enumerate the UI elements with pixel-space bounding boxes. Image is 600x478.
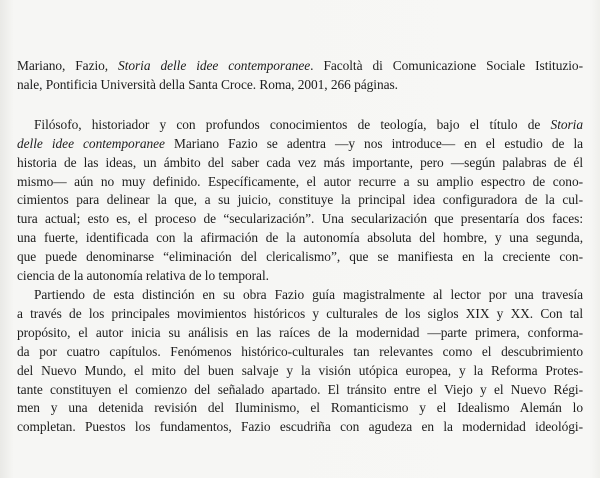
text-run: Filósofo, historiador y con profundos conocimientos de teología, bajo el título de [34, 116, 551, 132]
paragraph-gap [17, 95, 583, 116]
paragraph-line: mismo— aún no muy definido. Específicamente, el autor recurre a su amplio espectro de cono- [17, 173, 583, 189]
citation-author: Mariano, Fazio, [17, 58, 119, 73]
review-text [17, 57, 583, 437]
paragraph-line: da por cuatro capítulos. Fenómenos histórico-culturales tan relevantes como el descubrimiento [17, 343, 583, 359]
text-run: Mariano Fazio se adentra —y nos introduce— en el estudio de la [164, 135, 584, 151]
citation-line: nale, Pontificia Università della Santa Croce. Roma, 2001, 266 páginas. [17, 76, 398, 92]
paragraph-2 [17, 286, 583, 437]
paragraph-line: tura actual; esto es, el proceso de “secularización”. Una secularización que presentaría dos faces: [17, 211, 583, 227]
book-title-inline: Storia [550, 116, 583, 132]
paragraph-line: una fuerte, identificada con la afirmación de la autonomía absoluta del hombre, y una segunda, [17, 230, 583, 246]
paragraph-1 [17, 116, 583, 286]
book-title-inline: delle idee contemporanee [17, 135, 165, 151]
paragraph-line: a través de los principales movimientos históricos y culturales de los siglos XIX y XX. Con tal [17, 305, 583, 321]
paragraph-line: del Nuevo Mundo, el mito del buen salvaje y la visión utópica europea, y la Reforma Protes- [17, 362, 583, 378]
citation [17, 57, 583, 95]
paragraph-line [17, 135, 583, 154]
citation-publisher: . Facoltà di Comunicazione Sociale Istituzio- [310, 58, 583, 73]
paragraph-line [17, 116, 583, 135]
paragraph-line: Partiendo de esta distinción en su obra Fazio guía magistralmente al lector por una travesía [34, 286, 583, 302]
paragraph-line: tante constituyen el comienzo del señalado apartado. El tránsito entre el Viejo y el Nuevo Régi- [17, 381, 583, 397]
paragraph-line: ciencia de la autonomía relativa de lo temporal. [17, 268, 269, 284]
citation-line [17, 57, 583, 76]
paragraph-line: historia de las ideas, un ámbito del saber cada vez más importante, pero —según palabras de él [17, 154, 583, 170]
paragraph-line: propósito, el autor inicia su análisis en las raíces de la modernidad —parte primera, conforma- [17, 324, 583, 340]
paragraph-line: men y una detenida revisión del Iluminismo, el Romanticismo y el Idealismo Alemán lo [17, 400, 583, 416]
paragraph-line: que puede denominarse “eliminación del clericalismo”, que se manifiesta en la creciente con- [17, 249, 583, 265]
paragraph-line: cimientos para delinear la que, a su juicio, constituye la principal idea configuradora de la cul- [17, 192, 583, 208]
book-title: Storia delle idee contemporanee [118, 58, 311, 73]
paragraph-line: completan. Puestos los fundamentos, Fazio escudriña con agudeza en la modernidad ideológi- [17, 419, 583, 435]
